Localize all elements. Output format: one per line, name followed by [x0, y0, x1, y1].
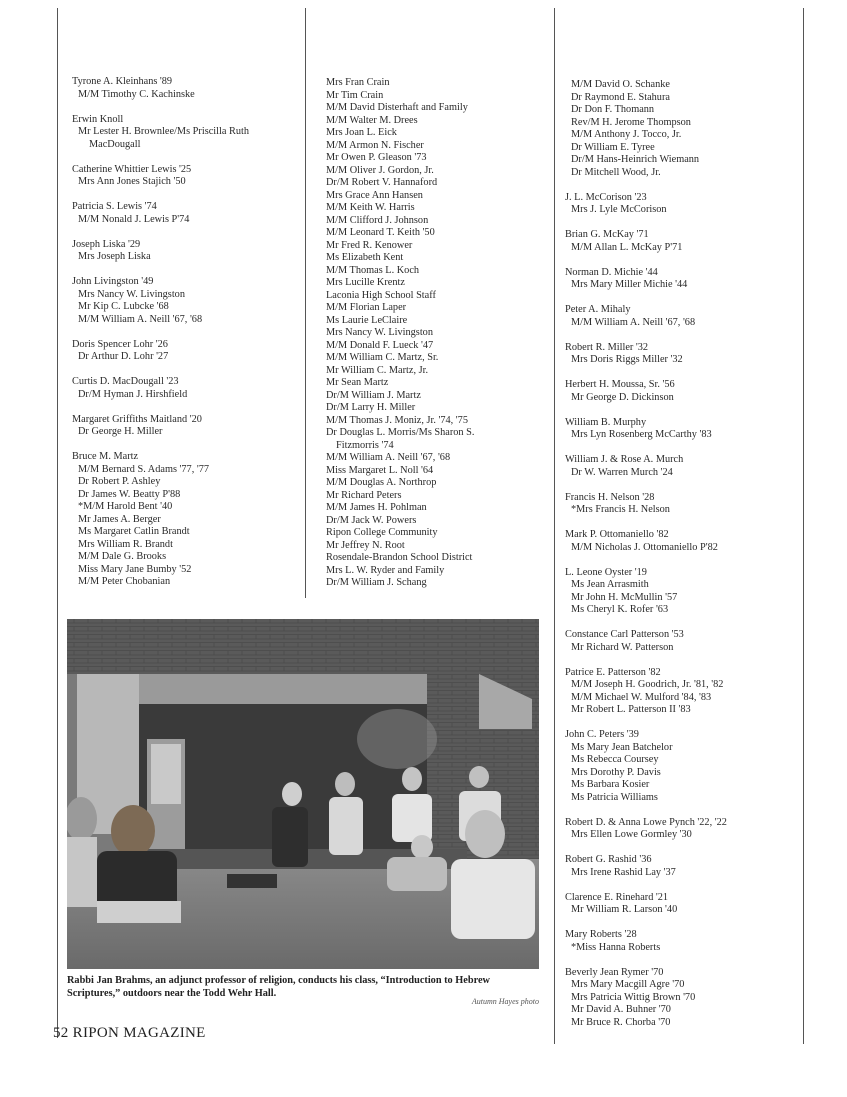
- magazine-title: RIPON MAGAZINE: [72, 1025, 206, 1041]
- donor-name: Dr Mitchell Wood, Jr.: [571, 166, 661, 178]
- donor-name: M/M David Disterhaft and Family: [326, 102, 468, 113]
- donor-name: Mr John H. McMullin '57: [571, 591, 678, 603]
- honoree-name: Herbert H. Moussa, Sr. '56: [565, 379, 675, 390]
- donor-name: M/M Peter Chobanian: [78, 576, 171, 587]
- donor-name: Mr Fred R. Kenower: [326, 239, 413, 251]
- honoree-name: Curtis D. MacDougall '23: [72, 376, 179, 387]
- donor-name: Mrs J. Lyle McCorison: [571, 204, 667, 215]
- honoree-entry: [72, 276, 300, 326]
- donor-name: Dr/M William J. Martz: [326, 389, 421, 401]
- donor-name: Ms Barbara Kosier: [571, 779, 650, 790]
- honoree-entry: [72, 114, 300, 152]
- honoree-name: Robert D. & Anna Lowe Pynch '22, '22: [565, 816, 727, 828]
- donor-name: M/M William A. Neill '67, '68: [326, 452, 451, 463]
- donor-name: Ms Laurie LeClaire: [326, 314, 408, 326]
- honoree-entry: [565, 379, 801, 404]
- donor-name: Mr Richard Peters: [326, 489, 402, 501]
- donor-name: Dr Don F. Thomann: [571, 104, 655, 115]
- donor-name: M/M Florian Laper: [326, 302, 407, 313]
- honoree-name: Patrice E. Patterson '82: [565, 666, 661, 678]
- column-rule-left: [57, 8, 58, 1038]
- donor-name: M/M William A. Neill '67, '68: [78, 313, 203, 325]
- donor-name: Ms Cheryl K. Rofer '63: [571, 604, 669, 615]
- donor-name: M/M Timothy C. Kachinske: [78, 88, 195, 100]
- donor-name: Dr George H. Miller: [78, 426, 163, 437]
- honoree-name: Tyrone A. Kleinhans '89: [72, 76, 173, 87]
- donor-name: Mrs Nancy W. Livingston: [78, 288, 185, 300]
- donor-name: Dr Arthur D. Lohr '27: [78, 351, 169, 362]
- photo-caption: Rabbi Jan Brahms, an adjunct professor of religion, conducts his class, “Introduction to Hebrew Scriptures,” outdoors near the Todd Wehr Hall.: [67, 975, 490, 999]
- donor-name: Miss Mary Jane Bumby '52: [78, 563, 192, 575]
- outdoor-class-photo: [67, 619, 539, 969]
- honoree-entry: [72, 239, 300, 264]
- donor-name: Mrs Nancy W. Livingston: [326, 327, 433, 338]
- donor-name: Dr Douglas L. Morris/Ms Sharon S.: [326, 427, 475, 438]
- donor-name: Mrs Mary Miller Michie '44: [571, 279, 688, 290]
- donor-name: Mrs Dorothy P. Davis: [571, 766, 661, 778]
- donor-name: Ripon College Community: [326, 527, 438, 538]
- honoree-entry: [565, 192, 801, 217]
- donor-name: Mr Robert L. Patterson II '83: [571, 704, 691, 715]
- donor-name: M/M James H. Pohlman: [326, 502, 427, 513]
- donor-name: Miss Margaret L. Noll '64: [326, 464, 434, 476]
- donor-name: M/M Thomas L. Koch: [326, 264, 420, 276]
- honoree-name: Mark P. Ottomaniello '82: [565, 529, 669, 540]
- page-number: 52: [53, 1025, 69, 1041]
- donor-name: M/M Keith W. Harris: [326, 202, 415, 213]
- column-rule-right: [554, 8, 555, 1044]
- donor-name: Dr/M Hyman J. Hirshfield: [78, 388, 188, 400]
- donor-name: *M/M Harold Bent '40: [78, 501, 173, 512]
- honoree-name: Doris Spencer Lohr '26: [72, 338, 168, 350]
- donor-name: Ms Mary Jean Batchelor: [571, 741, 673, 753]
- honoree-entry: [565, 342, 801, 367]
- donor-name: M/M Armon N. Fischer: [326, 139, 424, 151]
- donor-name: Dr Robert P. Ashley: [78, 476, 161, 487]
- donor-list-left-column: [72, 76, 300, 601]
- honoree-entry: [565, 417, 801, 442]
- honoree-entry: [72, 376, 300, 401]
- donor-name: Mrs Ellen Lowe Gormley '30: [571, 829, 692, 840]
- donor-name: Mrs Joseph Liska: [78, 251, 151, 262]
- donor-name: *Mrs Francis H. Nelson: [571, 504, 670, 515]
- donor-name: Dr W. Warren Murch '24: [571, 466, 673, 478]
- donor-name: *Miss Hanna Roberts: [571, 941, 661, 953]
- honoree-name: Joseph Liska '29: [72, 238, 141, 250]
- donor-name: M/M David O. Schanke: [571, 79, 670, 90]
- donor-name: M/M Douglas A. Northrop: [326, 477, 437, 488]
- donor-name: Mr Lester H. Brownlee/Ms Priscilla Ruth MacDougall: [78, 126, 250, 150]
- donor-name: M/M Nonald J. Lewis P'74: [78, 213, 190, 225]
- donor-name: Mrs Patricia Wittig Brown '70: [571, 991, 696, 1003]
- donor-name: Dr/M Robert V. Hannaford: [326, 177, 438, 188]
- honoree-entry: [565, 529, 801, 554]
- column-rule-middle: [305, 8, 306, 598]
- honoree-name: John Livingston '49: [72, 276, 154, 287]
- honoree-name: Catherine Whittier Lewis '25: [72, 163, 192, 175]
- donor-name: Mrs Ann Jones Stajich '50: [78, 176, 186, 187]
- donor-name: Mrs Joan L. Eick: [326, 127, 397, 138]
- honoree-entry: [72, 451, 300, 589]
- donor-name: M/M Joseph H. Goodrich, Jr. '81, '82: [571, 679, 724, 690]
- honoree-name: Robert R. Miller '32: [565, 341, 649, 353]
- honoree-entry: [565, 967, 801, 1030]
- honoree-name: Brian G. McKay '71: [565, 229, 649, 240]
- honoree-entry: [565, 267, 801, 292]
- honoree-name: Mary Roberts '28: [565, 929, 637, 940]
- honoree-entry: [565, 629, 801, 654]
- donor-name: M/M Clifford J. Johnson: [326, 214, 429, 226]
- donor-name: Mr Jeffrey N. Root: [326, 539, 405, 551]
- donor-name: Mr James A. Berger: [78, 513, 161, 525]
- honoree-name: Erwin Knoll: [72, 113, 124, 125]
- honoree-name: Norman D. Michie '44: [565, 266, 658, 278]
- donor-name: Mr William C. Martz, Jr.: [326, 364, 429, 376]
- donor-name: Ms Patricia Williams: [571, 791, 658, 803]
- donor-name: Mr Bruce R. Chorba '70: [571, 1016, 671, 1028]
- donor-name: M/M Michael W. Mulford '84, '83: [571, 691, 712, 703]
- donor-name: M/M Allan L. McKay P'71: [571, 241, 683, 253]
- donor-name: M/M Walter M. Drees: [326, 114, 418, 126]
- donor-name: Mrs Grace Ann Hansen: [326, 189, 423, 201]
- donor-name: Fitzmorris '74: [336, 439, 394, 451]
- donor-name: Dr James W. Beatty P'88: [78, 488, 181, 500]
- honoree-entry: [565, 892, 801, 917]
- donor-name: Mr Owen P. Gleason '73: [326, 152, 427, 163]
- donor-name: Mrs Lyn Rosenberg McCarthy '83: [571, 429, 712, 440]
- donor-name: Mrs Mary Macgill Agre '70: [571, 979, 685, 990]
- donor-name: Mrs L. W. Ryder and Family: [326, 564, 445, 576]
- donor-name: Laconia High School Staff: [326, 289, 436, 301]
- honoree-name: Robert G. Rashid '36: [565, 854, 652, 865]
- honoree-entry: [565, 229, 801, 254]
- donor-name: M/M William C. Martz, Sr.: [326, 352, 439, 363]
- honoree-entry: [565, 854, 801, 879]
- honoree-entry: [72, 414, 300, 439]
- donor-name: Dr/M Jack W. Powers: [326, 514, 417, 526]
- donor-name: M/M Donald F. Lueck '47: [326, 339, 434, 351]
- donor-name: Mr David A. Buhner '70: [571, 1004, 671, 1015]
- honoree-name: Beverly Jean Rymer '70: [565, 966, 664, 978]
- honoree-name: William J. & Rose A. Murch: [565, 454, 684, 465]
- donor-name: Mrs Lucille Krentz: [326, 277, 405, 288]
- honoree-entry: [565, 304, 801, 329]
- donor-name: Dr/M Larry H. Miller: [326, 402, 416, 413]
- honoree-name: Peter A. Mihaly: [565, 304, 631, 315]
- donor-name: Mr Sean Martz: [326, 377, 389, 388]
- honoree-name: Clarence E. Rinehard '21: [565, 891, 669, 903]
- donor-name: Mrs Irene Rashid Lay '37: [571, 866, 676, 878]
- donor-name: Mrs Doris Riggs Miller '32: [571, 354, 683, 365]
- donor-name: M/M Leonard T. Keith '50: [326, 227, 435, 238]
- honoree-entry: [565, 929, 801, 954]
- donor-name: Mr William R. Larson '40: [571, 904, 678, 915]
- honoree-name: Bruce M. Martz: [72, 451, 139, 462]
- honoree-entry: [72, 201, 300, 226]
- donor-name: M/M Thomas J. Moniz, Jr. '74, '75: [326, 414, 468, 426]
- honoree-name: Margaret Griffiths Maitland '20: [72, 413, 202, 425]
- donor-list-right-column: [565, 79, 801, 1042]
- donor-name: Ms Margaret Catlin Brandt: [78, 526, 190, 537]
- donor-name: Rosendale-Brandon School District: [326, 552, 473, 563]
- donor-name: Mr Tim Crain: [326, 89, 384, 101]
- donor-name: M/M Anthony J. Tocco, Jr.: [571, 129, 682, 140]
- donor-name: Dr Raymond E. Stahura: [571, 91, 670, 103]
- donor-name: M/M Oliver J. Gordon, Jr.: [326, 164, 434, 176]
- donor-name: Dr/M William J. Schang: [326, 577, 427, 588]
- honoree-entry: [565, 492, 801, 517]
- page-footer: [53, 1025, 206, 1042]
- honoree-name: Patricia S. Lewis '74: [72, 201, 157, 212]
- honoree-name: William B. Murphy: [565, 416, 647, 428]
- honoree-name: Francis H. Nelson '28: [565, 491, 655, 503]
- honoree-name: Constance Carl Patterson '53: [565, 629, 684, 640]
- donor-name: Mrs William R. Brandt: [78, 538, 173, 550]
- donor-name: M/M Dale G. Brooks: [78, 551, 167, 562]
- photo-credit: Autumn Hayes photo: [471, 997, 539, 1006]
- honoree-entry: [565, 454, 801, 479]
- donor-name: M/M Bernard S. Adams '77, '77: [78, 463, 209, 475]
- donor-name: M/M Nicholas J. Ottomaniello P'82: [571, 541, 718, 553]
- donor-name: Mr Kip C. Lubcke '68: [78, 301, 169, 312]
- donor-name: Rev/M H. Jerome Thompson: [571, 116, 691, 128]
- donor-name: M/M William A. Neill '67, '68: [571, 316, 696, 328]
- column-rule-outer: [803, 8, 804, 1044]
- honoree-name: J. L. McCorison '23: [565, 191, 647, 203]
- honoree-entry: [565, 667, 801, 717]
- donor-name: Ms Rebecca Coursey: [571, 754, 659, 765]
- donor-name: Dr/M Hans-Heinrich Wiemann: [571, 154, 700, 165]
- donor-name: Mr Richard W. Patterson: [571, 641, 674, 653]
- donor-list-middle-column: [326, 77, 552, 590]
- honoree-entry: [565, 729, 801, 804]
- honoree-entry: [565, 79, 801, 179]
- donor-name: Ms Elizabeth Kent: [326, 252, 404, 263]
- donor-name: Ms Jean Arrasmith: [571, 579, 649, 590]
- honoree-entry: [72, 76, 300, 101]
- donor-name: Mrs Fran Crain: [326, 77, 390, 88]
- honoree-name: L. Leone Oyster '19: [565, 566, 647, 578]
- honoree-entry: [72, 339, 300, 364]
- donor-name: Dr William E. Tyree: [571, 141, 655, 153]
- donor-name: Mr George D. Dickinson: [571, 391, 674, 403]
- photo-image: [67, 619, 539, 969]
- honoree-entry: [565, 567, 801, 617]
- honoree-entry: [565, 817, 801, 842]
- honoree-entry: [72, 164, 300, 189]
- honoree-name: John C. Peters '39: [565, 729, 639, 740]
